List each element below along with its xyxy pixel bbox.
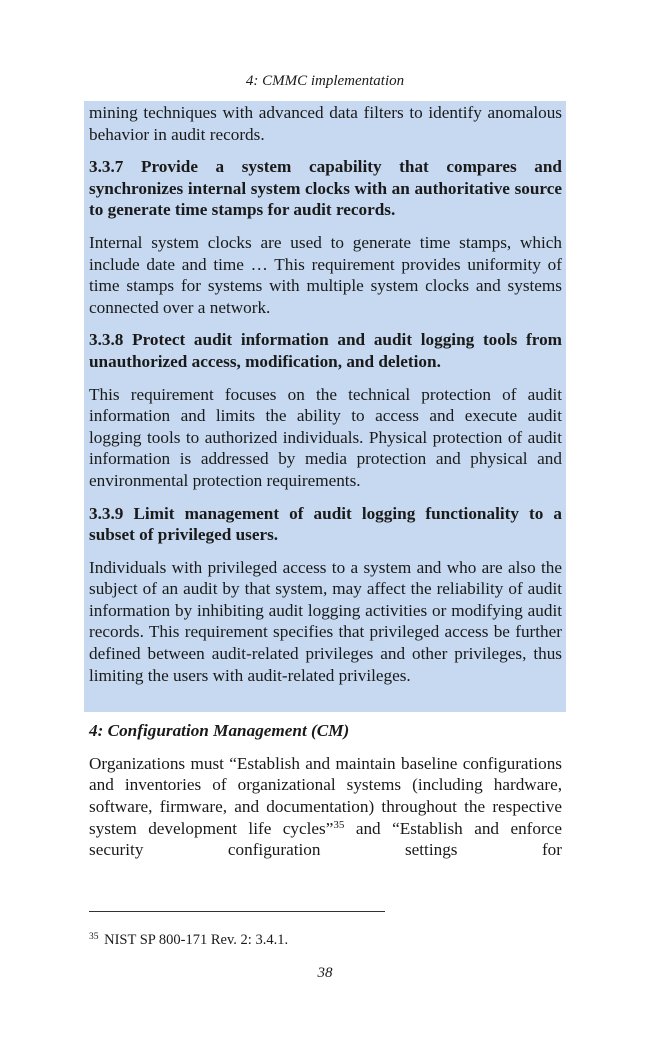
footnote-divider (89, 911, 385, 912)
section-body-continuation: and “Establish and enforce security configuration settings for (89, 818, 562, 860)
section-body-text: Organizations must “Establish and maintain baseline configurations and inventories of organizational systems (including hardware, software, firmware, and documentation) throughout the respective system development life cycles” (89, 753, 562, 838)
page-number: 38 (317, 965, 333, 981)
requirement-discussion-3-3-8: This requirement focuses on the technical protection of audit information and limits the ability to access and execute audit logging tools to authorized individuals. Physical protection of audit information is addressed by media protection and physical and environmental protection requirements. (89, 384, 562, 490)
section-title: 4: Configuration Management (CM) (89, 721, 350, 741)
requirement-discussion-3-3-7: Internal system clocks are used to generate time stamps, which include date and time … This requirement provides uniformity of time stamps for systems with multiple system clocks and systems connected over a network. (89, 232, 562, 317)
requirement-heading-3-3-7: 3.3.7 Provide a system capability that compares and synchronizes internal system clocks with an authoritative source to generate time stamps for audit records. (89, 157, 562, 220)
requirement-heading-3-3-9: 3.3.9 Limit management of audit logging functionality to a subset of privileged users. (89, 503, 562, 545)
footnote (89, 931, 288, 949)
requirement-discussion-3-3-9: Individuals with privileged access to a system and who are also the subject of an audit by that system, may affect the reliability of audit information by inhibiting audit logging activities or modifying audit records. This requirement specifies that privileged access be further defined between audit-related privileges and other privileges, thus limiting the users with audit-related privileges. (89, 557, 562, 685)
footnote-text: NIST SP 800-171 Rev. 2: 3.4.1. (100, 932, 289, 948)
requirement-heading-3-3-8: 3.3.8 Protect audit information and audit logging tools from unauthorized access, modification, and deletion. (89, 330, 562, 371)
footnote-number: 35 (89, 932, 99, 942)
footnote-reference[interactable]: 35 (333, 818, 345, 831)
continuation-paragraph: mining techniques with advanced data filters to identify anomalous behavior in audit records. (89, 103, 562, 144)
section-body-paragraph (89, 753, 562, 861)
page-content (89, 102, 562, 861)
running-header: 4: CMMC implementation (245, 73, 405, 89)
